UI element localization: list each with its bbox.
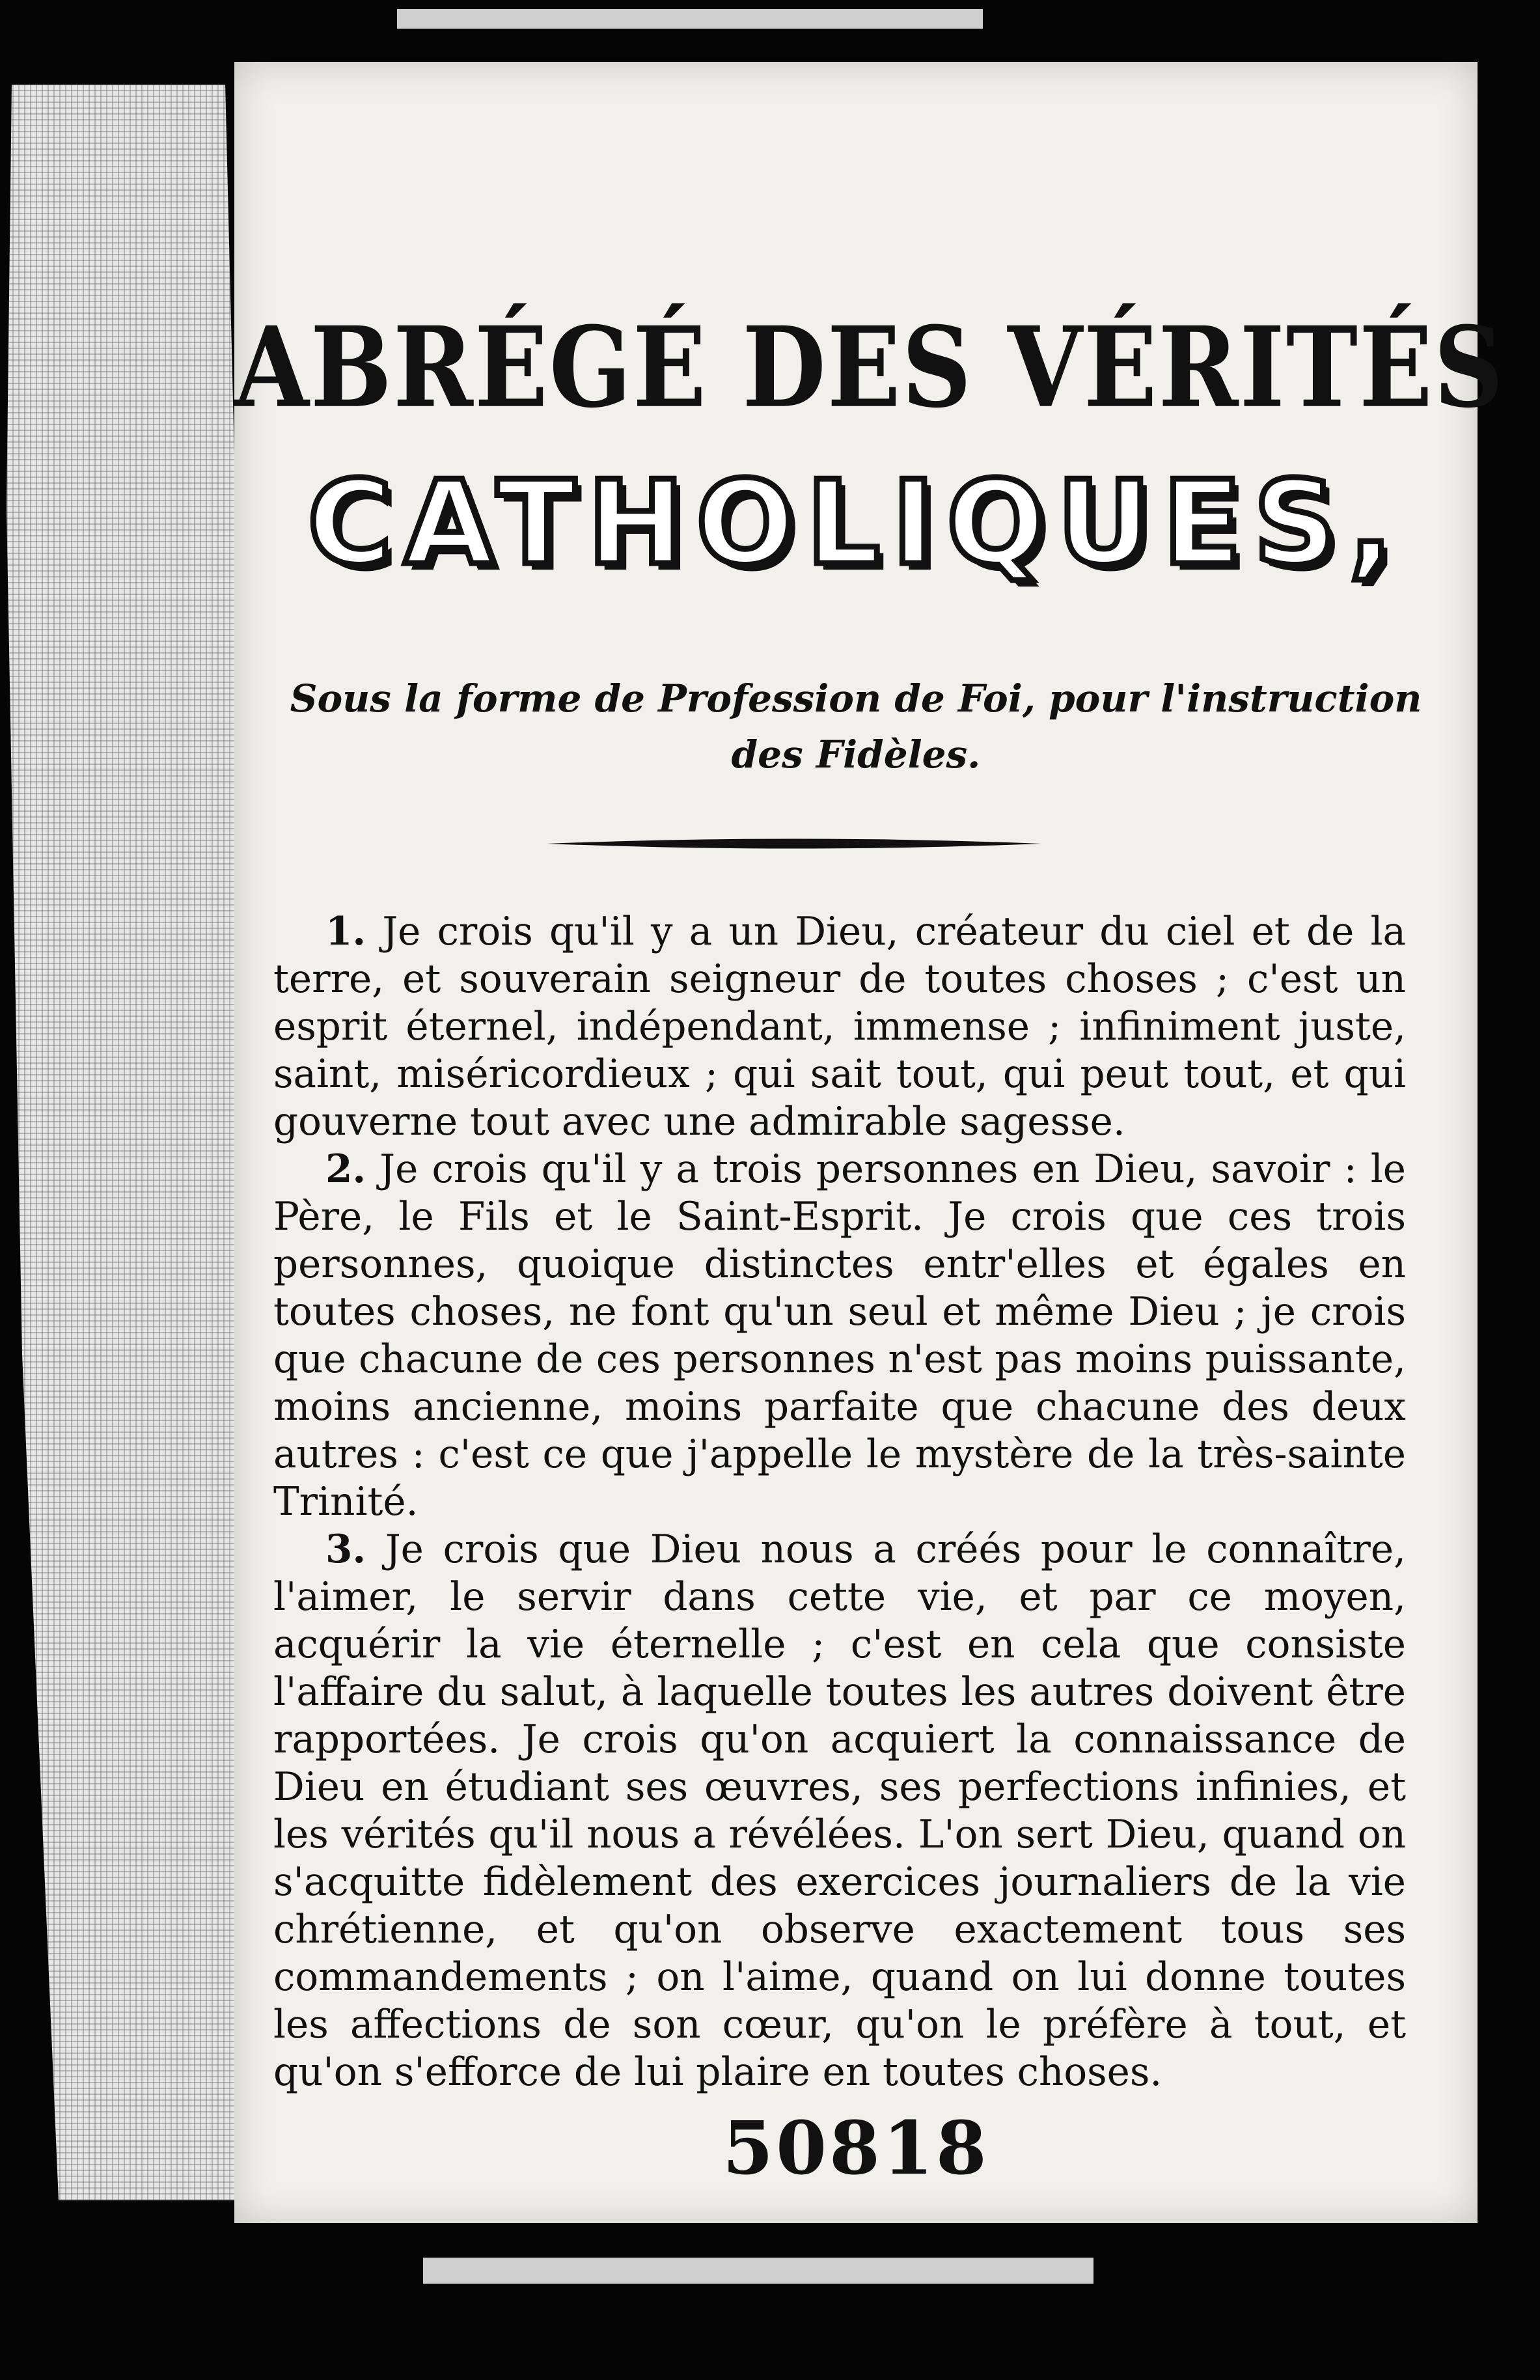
gauze-binding (7, 85, 267, 2200)
article-3-text: Je crois que Dieu nous a créés pour le connaître, l'aimer, le servir dans cette vie, et par ce moyen, acquérir la vie éternelle ; c'est en cela que consiste l'affaire du salut, à laquelle toutes les autres doivent être rapportées. Je crois qu'on acquiert la connaissance de Dieu en étudiant ses œuvres, ses perfections infinies, et les vérités qu'il nous a révélées. L'on sert Dieu, quand on s'acquitte fidèlement des exercices journaliers de la vie chrétienne, et qu'on observe exactement tous ses commandements ; on l'aime, quand on lui donne toutes les affections de son cœur, qu'on le préfère à tout, et qu'on s'efforce de lui plaire en toutes choses. (273, 1527, 1406, 2095)
article-3 (273, 1526, 1406, 2096)
body-text (273, 908, 1406, 2096)
subtitle: Sous la forme de Profession de Foi, pour l'instruction des Fidèles. (290, 676, 1422, 777)
article-1-text: Je crois qu'il y a un Dieu, créateur du ciel et de la terre, et souverain seigneur de toutes choses ; c'est un esprit éternel, indépendant, immense ; infiniment juste, saint, miséricordieux ; qui sait tout, qui peut tout, et qui gouverne tout avec une admirable sagesse. (273, 909, 1406, 1144)
article-2-text: Je crois qu'il y a trois personnes en Dieu, savoir : le Père, le Fils et le Saint-Esprit. Je crois que ces trois personnes, quoique distinctes entr'elles et égales en toutes choses, ne font qu'un seul et même Dieu ; je crois que chacune de ces personnes n'est pas moins puissante, moins ancienne, moins parfaite que chacune des deux autres : c'est ce que j'appelle le mystère de la très-sainte Trinité. (273, 1147, 1406, 1525)
film-edge-bottom (423, 2258, 1093, 2284)
page-number: 50818 (722, 2106, 989, 2191)
ornamental-divider (547, 837, 1041, 851)
article-1 (273, 908, 1406, 1146)
title-line-2: CATHOLIQUES, (307, 456, 1405, 590)
film-edge-top (397, 9, 983, 29)
article-2 (273, 1146, 1406, 1526)
article-3-number: 3. (325, 1527, 366, 1572)
article-1-number: 1. (325, 909, 366, 954)
article-2-number: 2. (325, 1146, 366, 1192)
title-line-1: ABRÉGÉ DES VÉRITÉS (234, 301, 1505, 433)
document-page (234, 62, 1505, 2223)
